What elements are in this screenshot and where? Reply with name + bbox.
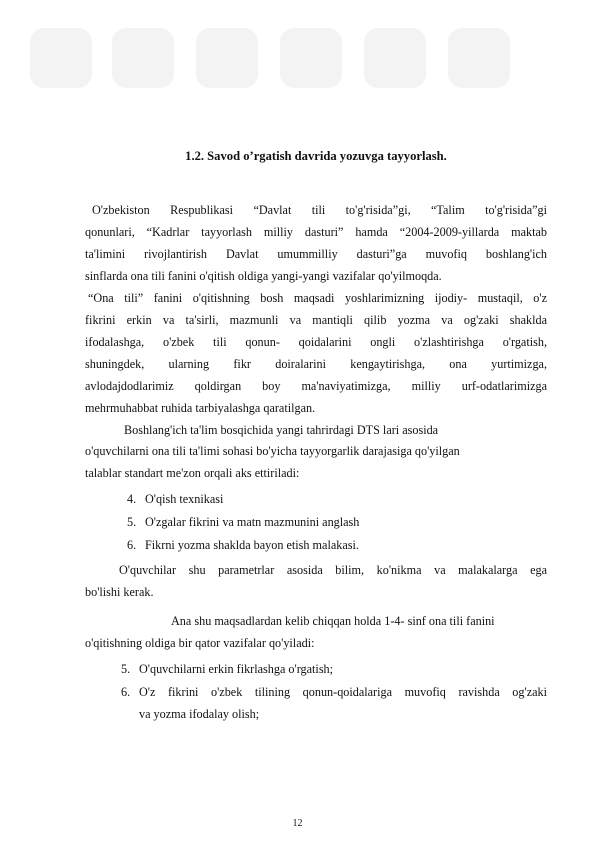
paragraph-line: shuningdek, ularning fikr doiralarini kengaytirishga, ona yurtimizga, — [85, 357, 547, 371]
paragraph-line: O'zbekiston Respublikasi “Davlat tili to'g'risida”gi, “Talim to'g'risida”gi — [92, 203, 547, 217]
paragraph-line: o'qitishning oldiga bir qator vazifalar qo'yiladi: — [85, 636, 315, 650]
paragraph-line: avlodajdodlarimiz qoldirgan boy ma'naviyatimizga, milliy urf-odatlarimizga — [85, 379, 547, 393]
list-item — [127, 535, 359, 557]
paragraph-line: mehrmuhabbat ruhida tarbiyalashga qaratilgan. — [85, 401, 316, 415]
list-number: 4. — [127, 492, 137, 506]
paragraph-line: bo'lishi kerak. — [85, 585, 154, 599]
watermark-block — [112, 28, 174, 88]
list-number: 6. — [121, 685, 131, 699]
paragraph-line: qonunlari, “Kadrlar tayyorlash milliy dasturi” hamda “2004-2009-yillarda maktab — [85, 225, 547, 239]
paragraph-line: ifodalashga, o'zbek tili qonun- qoidalarini ongli o'zlashtirishga o'rgatish, — [85, 335, 547, 349]
section-heading: 1.2. Savod o’rgatish davrida yozuvga tayyorlash. — [185, 149, 447, 163]
paragraph-line: talablar standart me'zon orqali aks ettiriladi: — [85, 466, 300, 480]
watermark-block — [196, 28, 258, 88]
paragraph-line: sinflarda ona tili fanini o'qitish oldiga yangi-yangi vazifalar qo'yilmoqda. — [85, 269, 442, 283]
list-item — [127, 489, 223, 511]
paragraph-line: Boshlang'ich ta'lim bosqichida yangi tahrirdagi DTS lari asosida — [124, 423, 439, 437]
paragraph-line: o'quvchilarni ona tili ta'limi sohasi bo'yicha tayyorgarlik darajasiga qo'yilgan — [85, 444, 460, 458]
paragraph-line: O'quvchilar shu parametrlar asosida bilim, ko'nikma va malakalarga ega — [119, 563, 547, 577]
list-item-text: O'quvchilarni erkin fikrlashga o'rgatish; — [139, 662, 334, 676]
page-number: 12 — [292, 818, 303, 829]
list-item — [121, 659, 333, 681]
list-number: 5. — [121, 662, 131, 676]
paragraph-line: ta'limini rivojlantirish Davlat umummilliy dasturi”ga muvofiq boshlang'ich — [85, 247, 547, 261]
watermark-block — [30, 28, 92, 88]
paragraph-line: Ana shu maqsadlardan kelib chiqqan holda 1-4- sinf ona tili fanini — [171, 614, 495, 628]
list-item-text: va yozma ifodalay olish; — [139, 707, 260, 721]
list-item-text: O'z fikrini o'zbek tilining qonun-qoidalariga muvofiq ravishda og'zaki — [139, 685, 547, 699]
paragraph-line: fikrini erkin va ta'sirli, mazmunli va mantiqli qilib yozma va og'zaki shaklda — [85, 313, 547, 327]
list-item-text: O'zgalar fikrini va matn mazmunini anglash — [145, 515, 360, 529]
watermark-block — [448, 28, 510, 88]
list-item-text: Fikrni yozma shaklda bayon etish malakasi. — [145, 538, 359, 552]
list-number: 5. — [127, 515, 137, 529]
list-item — [127, 512, 359, 534]
list-item — [121, 682, 139, 704]
list-item-text: O'qish texnikasi — [145, 492, 224, 506]
watermark-block — [364, 28, 426, 88]
watermark-block — [280, 28, 342, 88]
list-number: 6. — [127, 538, 137, 552]
paragraph-line: “Ona tili” fanini o'qitishning bosh maqsadi yoshlarimizning ijodiy- mustaqil, o'z — [88, 291, 547, 305]
